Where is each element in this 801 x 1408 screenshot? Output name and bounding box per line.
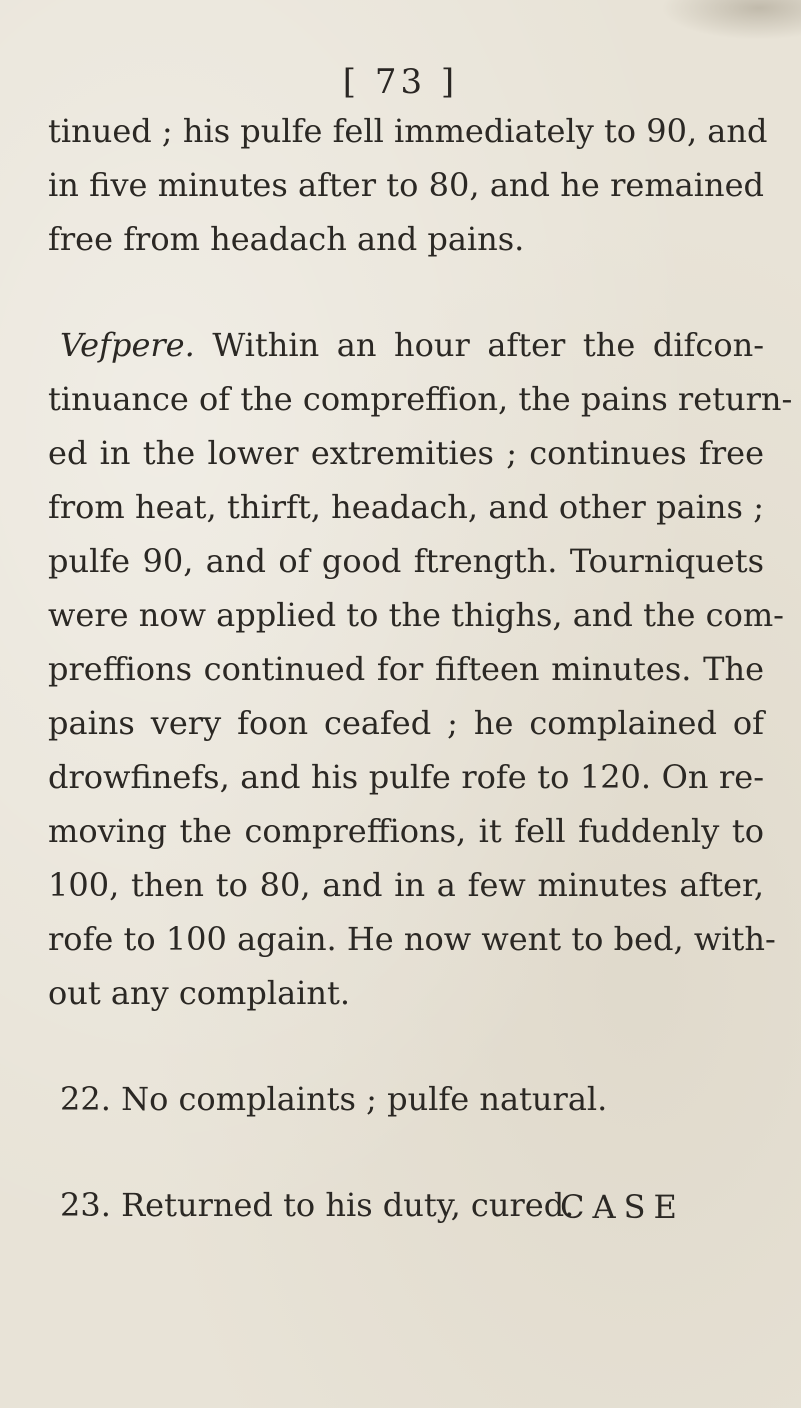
text-line: ed in the lower extremities ; continues free [48, 434, 764, 472]
text-line: free from headach and pains. [48, 220, 525, 258]
text-line-rest: Within an hour after the difcon- [212, 326, 764, 364]
paragraph-gap [48, 1020, 764, 1072]
entry-22: 22. No complaints ; pulfe natural. [60, 1080, 608, 1118]
text-line: preffions continued for fifteen minutes. The [48, 650, 764, 688]
text-line: moving the compreffions, it fell fuddenly to [48, 812, 764, 850]
entry-23: 23. Returned to his duty, cured. [60, 1186, 575, 1224]
text-line: in five minutes after to 80, and he remained [48, 166, 764, 204]
text-line: tinuance of the compreffion, the pains return- [48, 380, 793, 418]
text-line: pains very foon ceafed ; he complained of [48, 704, 764, 742]
text-line: rofe to 100 again. He now went to bed, with- [48, 920, 776, 958]
paragraph-gap [48, 1126, 764, 1178]
text-line: from heat, thirft, headach, and other pains ; [48, 488, 764, 526]
vefpere-label: Vefpere. [60, 326, 195, 364]
text-line: were now applied to the thighs, and the com- [48, 596, 784, 634]
text-line: out any complaint. [48, 974, 351, 1012]
text-line: pulfe 90, and of good ftrength. Tourniquets [48, 542, 764, 580]
paragraph-gap [48, 266, 764, 318]
text-line: drowfinefs, and his pulfe rofe to 120. On re- [48, 758, 764, 796]
text-line: 100, then to 80, and in a few minutes after, [48, 866, 764, 904]
text-line [48, 318, 764, 372]
page-number-header: [ 73 ] [342, 62, 459, 102]
catchword: CASE [560, 1188, 685, 1226]
page-stain [661, 0, 801, 40]
text-line: tinued ; his pulfe fell immediately to 90, and [48, 112, 768, 150]
body-text [48, 104, 793, 1232]
